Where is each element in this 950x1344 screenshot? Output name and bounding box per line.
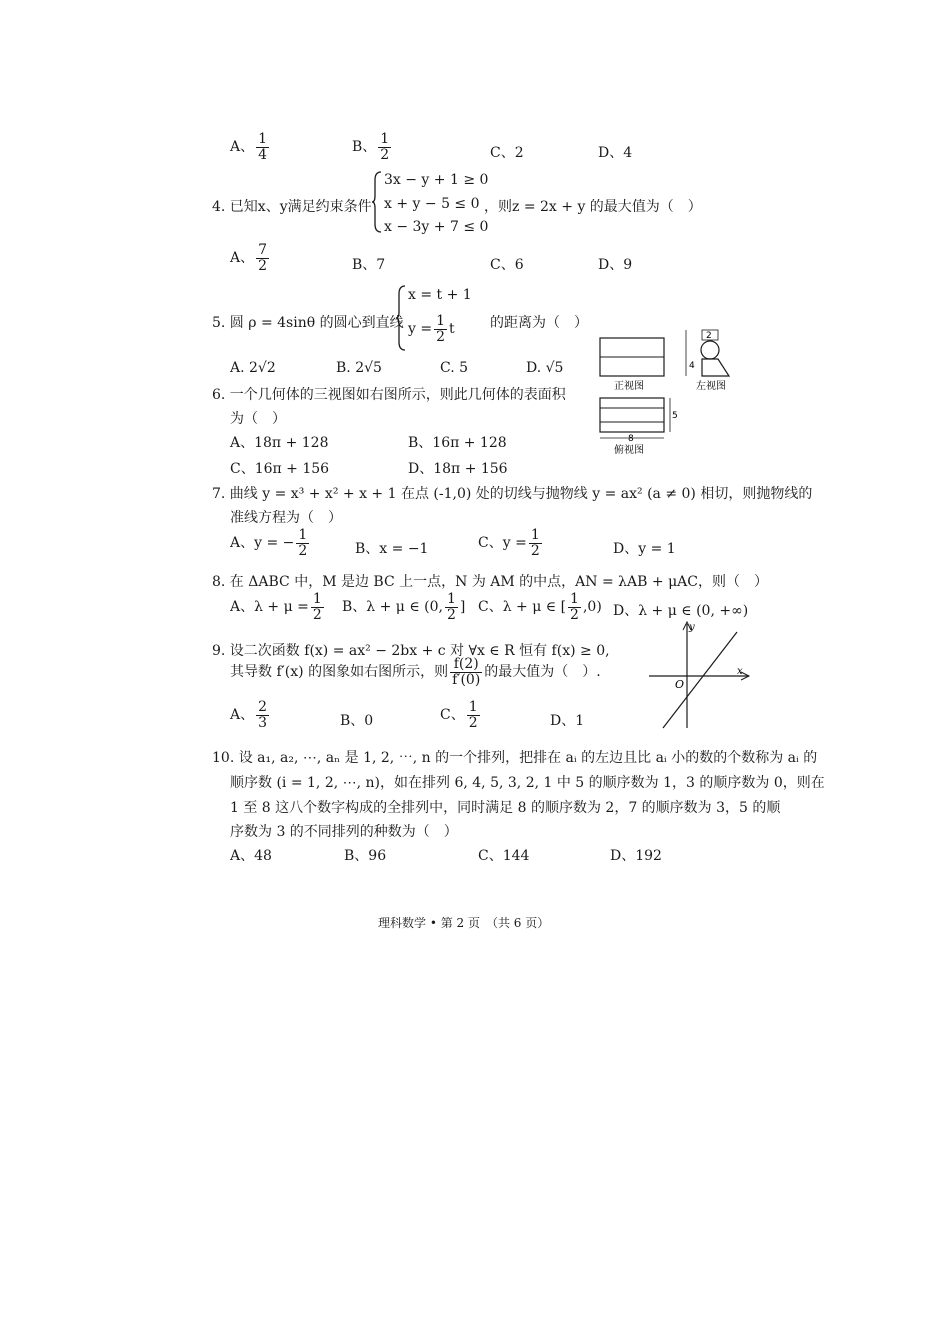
top-view-dim-8: 8 — [628, 434, 634, 444]
q6-option-a: A、18π + 128 — [230, 435, 329, 451]
q4-stem-pre: 4. 已知x、y满足约束条件 — [212, 199, 372, 215]
q8-option-a: A、λ + μ = $\frac{1}{2}$ — [230, 591, 322, 623]
top-view-dim-5: 5 — [672, 411, 678, 421]
q4-constraint-2: x + y − 5 ≤ 0 — [384, 196, 480, 212]
q9-option-a: A、 $\frac{2}{3}$ — [230, 699, 268, 731]
q6-line-2: 为（ ） — [230, 411, 286, 427]
q10-option-c: C、144 — [478, 848, 530, 864]
three-view-figure — [592, 324, 752, 459]
q4-constraint-1: 3x − y + 1 ≥ 0 — [384, 172, 489, 188]
q5-option-c: C. 5 — [440, 360, 469, 376]
q5-option-d: D. √5 — [526, 360, 564, 376]
q5-line-eq-1: x = t + 1 — [408, 287, 472, 303]
q9-line-2: 其导数 f′(x) 的图象如右图所示，则 $\frac{f(2)}{f'(0)}$ 的最大值为（ ）. — [230, 656, 601, 688]
q4-constraint-3: x − 3y + 7 ≤ 0 — [384, 219, 489, 235]
x-axis-label: x — [737, 666, 743, 677]
front-view-label: 正视图 — [614, 381, 644, 392]
q9-line-1: 9. 设二次函数 f(x) = ax² − 2bx + c 对 ∀x ∈ R 恒有 f(x) ≥ 0, — [212, 643, 610, 659]
q10-option-d: D、192 — [610, 848, 662, 864]
q6-option-b: B、16π + 128 — [408, 435, 507, 451]
q4-brace — [371, 170, 383, 234]
q7-line-1: 7. 曲线 y = x³ + x² + x + 1 在点 (-1,0) 处的切线与抛物线 y = ax² (a ≠ 0) 相切，则抛物线的 — [212, 486, 813, 502]
q4-option-b: B、7 — [352, 257, 386, 273]
q9-option-d: D、1 — [550, 713, 585, 729]
q10-line-1: 10. 设 a₁, a₂, ⋯, aₙ 是 1, 2, ⋯, n 的一个排列，把排在 aᵢ 的左边且比 aᵢ 小的数的个数称为 aᵢ 的 — [212, 750, 818, 766]
left-view-trapezoid — [702, 359, 729, 376]
q10-line-2: 顺序数 (i = 1, 2, ⋯, n)，如在排列 6, 4, 5, 3, 2, 1 中 5 的顺序数为 1，3 的顺序数为 0，则在 — [230, 775, 825, 791]
q3-option-d: D、4 — [598, 145, 633, 161]
q4-option-d: D、9 — [598, 257, 633, 273]
q5-option-b: B. 2√5 — [336, 360, 382, 376]
q7-option-c: C、y = $\frac{1}{2}$ — [478, 527, 540, 559]
q6-option-d: D、18π + 156 — [408, 461, 508, 477]
derivative-graph — [645, 618, 755, 733]
q5-stem-post: 的距离为（ ） — [490, 315, 588, 331]
q4-stem-post: ，则z = 2x + y 的最大值为（ ） — [484, 199, 702, 215]
q7-option-b: B、x = −1 — [355, 541, 429, 557]
q6-line-1: 6. 一个几何体的三视图如右图所示，则此几何体的表面积 — [212, 387, 566, 403]
page-footer: 理科数学 • 第 2 页 （共 6 页） — [378, 916, 550, 930]
q9-option-c: C、 $\frac{1}{2}$ — [440, 699, 478, 731]
q4-option-c: C、6 — [490, 257, 524, 273]
q10-line-3: 1 至 8 这八个数字构成的全排列中，同时满足 8 的顺序数为 2，7 的顺序数为 3，5 的顺 — [230, 800, 781, 816]
q8-line-1: 8. 在 ΔABC 中，M 是边 BC 上一点，N 为 AM 的中点，AN = λAB + μAC，则（ ） — [212, 574, 768, 590]
q5-line-eq-2: y = $\frac{1}{2}$ t — [408, 313, 455, 345]
q10-option-a: A、48 — [230, 848, 272, 864]
q4-option-a: A、 $\frac{7}{2}$ — [230, 242, 268, 274]
q7-line-2: 准线方程为（ ） — [230, 510, 342, 526]
left-view-label: 左视图 — [696, 381, 726, 392]
top-view-shape — [600, 398, 664, 432]
q5-brace — [395, 284, 407, 352]
left-view-circle — [701, 341, 719, 359]
left-view-dim-4: 4 — [689, 361, 695, 371]
q10-option-b: B、96 — [344, 848, 387, 864]
q5-option-a: A. 2√2 — [230, 360, 276, 376]
q10-line-4: 序数为 3 的不同排列的种数为（ ） — [230, 824, 458, 840]
q8-option-d: D、λ + μ ∈ (0, +∞) — [613, 603, 749, 619]
q5-stem-pre: 5. 圆 ρ = 4sinθ 的圆心到直线 — [212, 315, 404, 331]
q8-option-b: B、λ + μ ∈ (0, $\frac{1}{2}$ ] — [342, 591, 466, 623]
top-view-label: 俯视图 — [614, 445, 644, 456]
q8-option-c: C、λ + μ ∈ [ $\frac{1}{2}$ ,0) — [478, 591, 602, 623]
q7-option-d: D、y = 1 — [613, 541, 676, 557]
q3-option-a: A、 $\frac{1}{4}$ — [230, 131, 268, 163]
q6-option-c: C、16π + 156 — [230, 461, 330, 477]
q3-option-b: B、 $\frac{1}{2}$ — [352, 131, 390, 163]
y-axis-label: y — [689, 622, 695, 633]
origin-label: O — [675, 678, 685, 691]
q9-option-b: B、0 — [340, 713, 374, 729]
q3-option-c: C、2 — [490, 145, 524, 161]
left-view-dim-2: 2 — [706, 331, 712, 341]
q7-option-a: A、y = − $\frac{1}{2}$ — [230, 527, 308, 559]
